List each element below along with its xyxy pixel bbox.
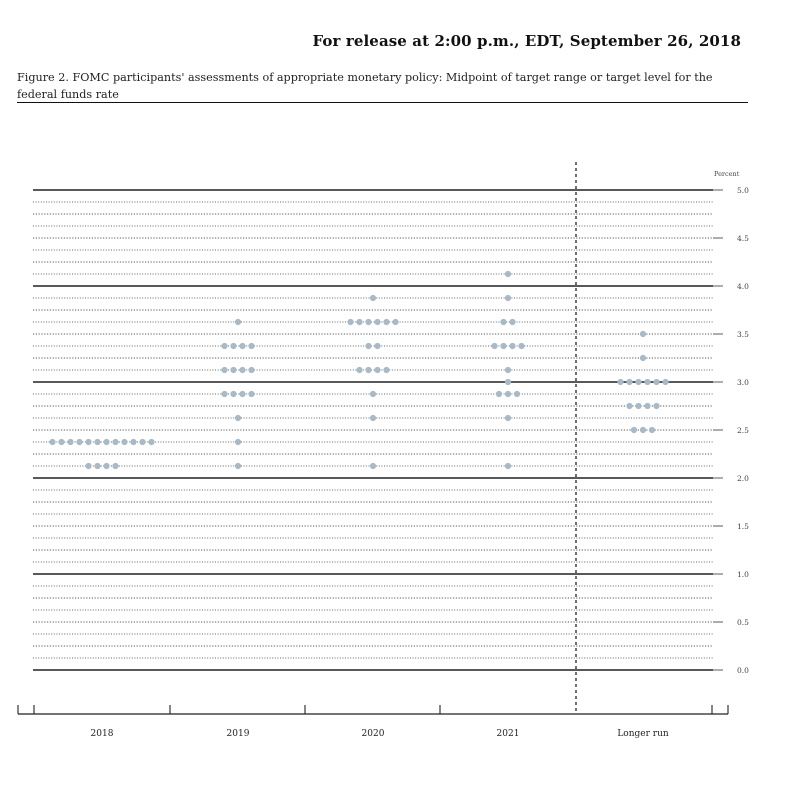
dot-point: [139, 439, 145, 445]
dot-point: [496, 391, 502, 397]
dot-point: [505, 415, 511, 421]
y-tick-label: 0.0: [737, 666, 749, 675]
dot-point: [230, 343, 236, 349]
dot-point: [509, 343, 515, 349]
dot-point: [505, 271, 511, 277]
dot-point: [491, 343, 497, 349]
dot-point: [518, 343, 524, 349]
y-tick-label: 5.0: [737, 186, 749, 195]
dot-point: [653, 403, 659, 409]
release-notice: For release at 2:00 p.m., EDT, September 26, 2018: [312, 32, 741, 50]
dot-point: [370, 391, 376, 397]
y-tick-label: 4.0: [737, 282, 749, 291]
y-tick-label: 2.0: [737, 474, 749, 483]
y-tick-label: 2.5: [737, 426, 749, 435]
dot-point: [103, 439, 109, 445]
dot-point: [248, 391, 254, 397]
x-tick-label: 2020: [361, 729, 385, 739]
dot-point: [76, 439, 82, 445]
dot-point: [617, 379, 623, 385]
y-tick-label: 1.5: [737, 522, 749, 531]
dot-point: [365, 319, 371, 325]
y-tick-label: 3.5: [737, 330, 749, 339]
y-tick-label: 0.5: [737, 618, 749, 627]
dot-point: [356, 367, 362, 373]
dot-point: [130, 439, 136, 445]
dot-point: [626, 379, 632, 385]
y-tick-label: 1.0: [737, 570, 749, 579]
dot-point: [365, 343, 371, 349]
dot-point: [505, 463, 511, 469]
dot-point: [94, 439, 100, 445]
dot-point: [653, 379, 659, 385]
dot-point: [635, 379, 641, 385]
x-tick-label: 2019: [226, 729, 250, 739]
dot-point: [383, 319, 389, 325]
dot-point: [370, 463, 376, 469]
dot-point: [649, 427, 655, 433]
gridlines: [33, 162, 723, 714]
dot-point: [370, 415, 376, 421]
dot-point: [644, 403, 650, 409]
dot-point: [500, 319, 506, 325]
dot-point: [85, 439, 91, 445]
dot-point: [58, 439, 64, 445]
dot-point: [67, 439, 73, 445]
dot-point: [383, 367, 389, 373]
dot-point: [121, 439, 127, 445]
dot-point: [640, 355, 646, 361]
dot-point: [347, 319, 353, 325]
dot-point: [509, 319, 515, 325]
dot-point: [514, 391, 520, 397]
dot-point: [635, 403, 641, 409]
dot-point: [235, 415, 241, 421]
dot-point: [221, 391, 227, 397]
y-tick-label: 3.0: [737, 378, 749, 387]
dot-point: [631, 427, 637, 433]
dot-point: [505, 295, 511, 301]
dot-point: [370, 295, 376, 301]
dot-point: [112, 439, 118, 445]
dot-point: [221, 343, 227, 349]
dot-point: [374, 343, 380, 349]
dot-point: [230, 367, 236, 373]
x-tick-label: 2018: [90, 729, 114, 739]
dot-point: [230, 391, 236, 397]
dot-point: [356, 319, 362, 325]
dot-point: [94, 463, 100, 469]
dot-point: [505, 367, 511, 373]
dot-point: [112, 463, 118, 469]
dot-point: [662, 379, 668, 385]
dot-point: [235, 463, 241, 469]
dot-point: [500, 343, 506, 349]
dot-point: [365, 367, 371, 373]
dot-point: [221, 367, 227, 373]
dot-point: [239, 391, 245, 397]
dot-point: [239, 367, 245, 373]
dot-point: [85, 463, 91, 469]
x-axis: [18, 705, 728, 714]
x-tick-label: Longer run: [617, 729, 669, 739]
dot-point: [239, 343, 245, 349]
dot-point: [640, 331, 646, 337]
y-tick-label: 4.5: [737, 234, 749, 243]
dot-point: [49, 439, 55, 445]
dot-point: [374, 367, 380, 373]
tick-labels: [91, 170, 750, 739]
dot-point: [103, 463, 109, 469]
dot-point: [505, 379, 511, 385]
figure-title: Figure 2. FOMC participants' assessments of appropriate monetary policy: Midpoint of target range or target level for the federal funds rate: [17, 71, 713, 101]
dot-point: [248, 367, 254, 373]
dot-point: [644, 379, 650, 385]
dot-point: [374, 319, 380, 325]
dot-point: [248, 343, 254, 349]
dot-point: [505, 391, 511, 397]
dot-point: [640, 427, 646, 433]
dot-point: [235, 319, 241, 325]
dot-point: [392, 319, 398, 325]
dot-point: [626, 403, 632, 409]
dot-point: [148, 439, 154, 445]
dot-point: [235, 439, 241, 445]
unit-label: Percent: [714, 170, 740, 178]
x-tick-label: 2021: [496, 729, 520, 739]
